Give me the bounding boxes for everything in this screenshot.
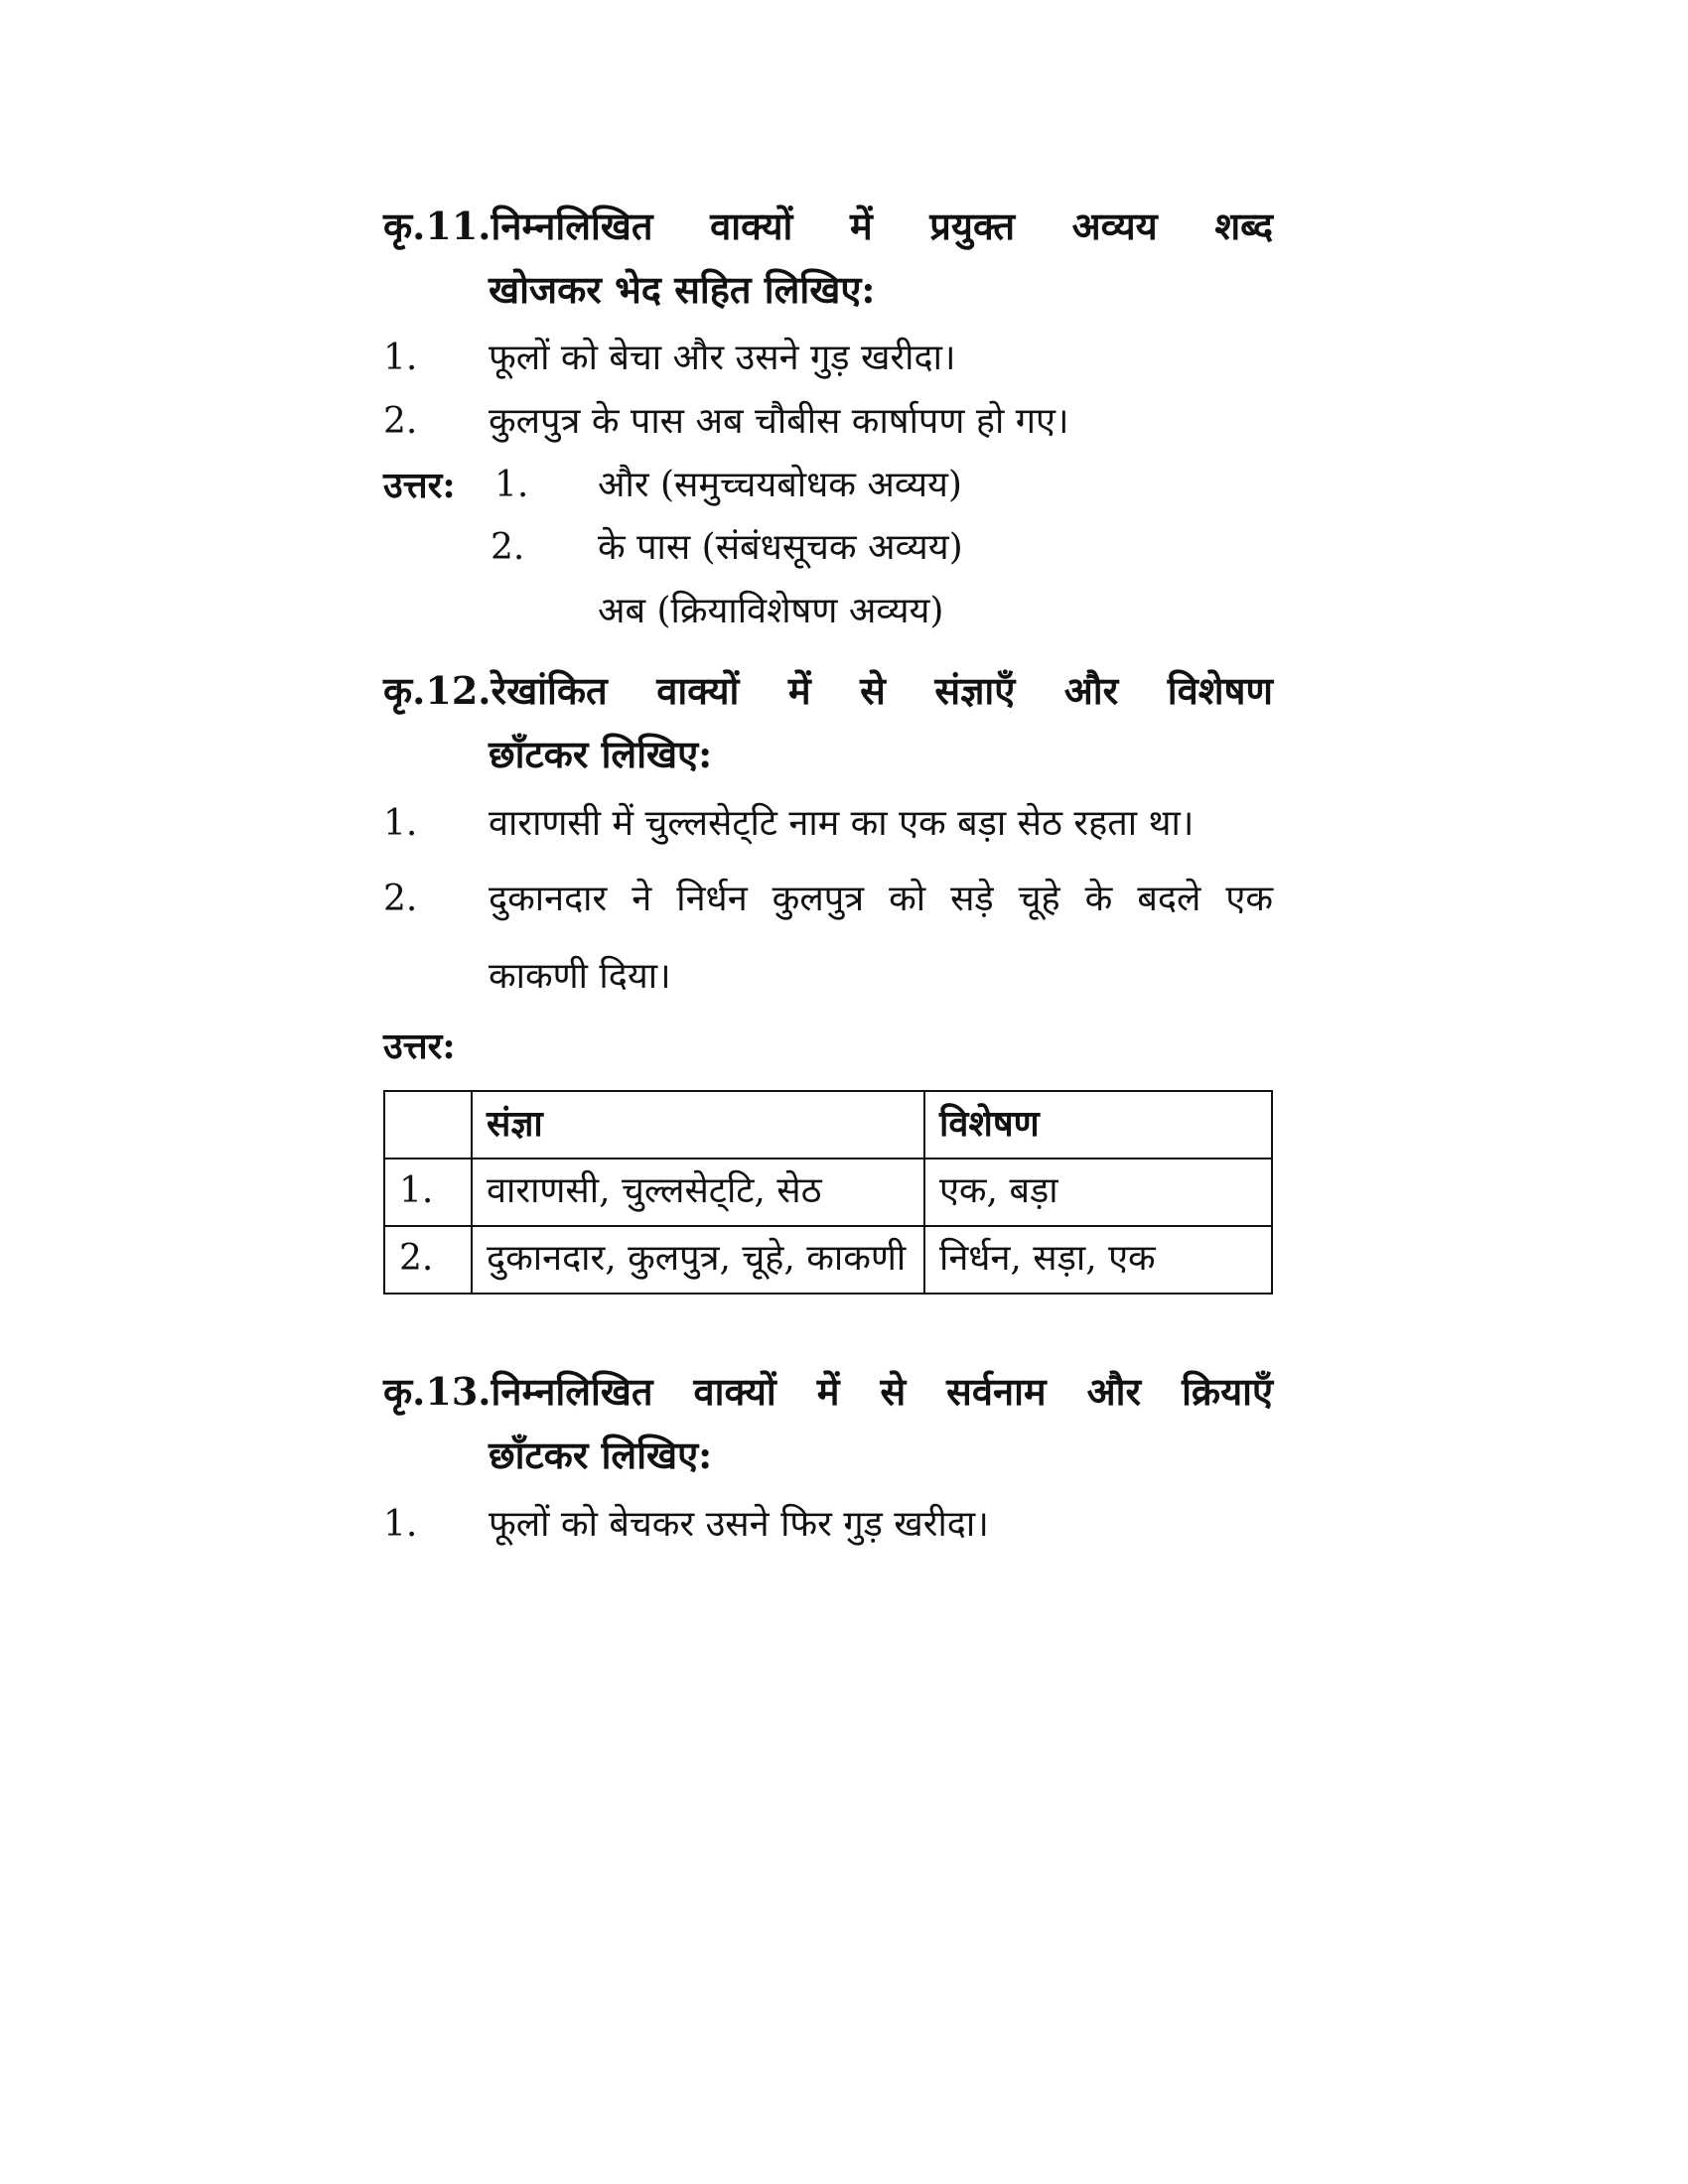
- item-number: 1.: [383, 338, 418, 378]
- item-text: कुलपुत्र के पास अब चौबीस कार्षापण हो गए।: [489, 401, 1069, 442]
- table-header-cell: विशेषण: [924, 1091, 1272, 1159]
- table-header-cell: [384, 1091, 472, 1159]
- q12-heading-line1: कृ.12.रेखांकित वाक्यों में से संज्ञाएँ और विशेषण: [383, 668, 1273, 713]
- item-text: फूलों को बेचा और उसने गुड़ खरीदा।: [489, 338, 956, 378]
- item-number: 1.: [383, 803, 418, 844]
- table-header-cell: संज्ञा: [472, 1091, 924, 1159]
- table-header-row: [384, 1091, 1272, 1159]
- item-text: वाराणसी में चुल्लसेट्‌टि नाम का एक बड़ा सेठ रहता था।: [489, 803, 1195, 844]
- answer-text: अब (क्रियाविशेषण अव्यय): [598, 591, 944, 631]
- item-number: 2.: [383, 401, 418, 442]
- answer-text: और (समुच्चयबोधक अव्यय): [598, 465, 962, 505]
- item-number: 1.: [383, 1504, 418, 1545]
- answer-table: [383, 1090, 1273, 1295]
- q12-heading-line2: छाँटकर लिखिए:: [489, 732, 713, 776]
- table-cell: दुकानदार, कुलपुत्र, चूहे, काकणी: [472, 1226, 924, 1294]
- item-text: फूलों को बेचकर उसने फिर गुड़ खरीदा।: [489, 1504, 989, 1545]
- item-number: 2.: [383, 879, 418, 919]
- item-text: दुकानदार ने निर्धन कुलपुत्र को सड़े चूहे के बदले एक: [489, 879, 1273, 919]
- q13-heading-line1: कृ.13.निम्नलिखित वाक्यों में से सर्वनाम और क्रियाएँ: [383, 1369, 1273, 1414]
- table-cell: 1.: [384, 1159, 472, 1226]
- answer-label: उत्तर:: [383, 1025, 456, 1067]
- answer-number: 2.: [491, 527, 525, 568]
- item-text: काकणी दिया।: [489, 956, 671, 997]
- answer-number: 1.: [494, 465, 529, 505]
- answer-label: उत्तर:: [383, 465, 456, 506]
- table-cell: 2.: [384, 1226, 472, 1294]
- q11-heading-line1: कृ.11.निम्नलिखित वाक्यों में प्रयुक्त अव्यय शब्द: [383, 204, 1273, 248]
- table-cell: निर्धन, सड़ा, एक: [924, 1226, 1272, 1294]
- q12-heading: [383, 659, 1273, 786]
- answer-text: के पास (संबंधसूचक अव्यय): [598, 527, 963, 568]
- q11-heading-line2: खोजकर भेद सहित लिखिए:: [489, 267, 876, 312]
- q13-heading-line2: छाँटकर लिखिए:: [489, 1433, 713, 1477]
- table-row: [384, 1226, 1272, 1294]
- table-row: [384, 1159, 1272, 1226]
- q11-heading: [383, 195, 1273, 322]
- table-cell: वाराणसी, चुल्लसेट्‌टि, सेठ: [472, 1159, 924, 1226]
- table-cell: एक, बड़ा: [924, 1159, 1272, 1226]
- q13-heading: [383, 1360, 1273, 1487]
